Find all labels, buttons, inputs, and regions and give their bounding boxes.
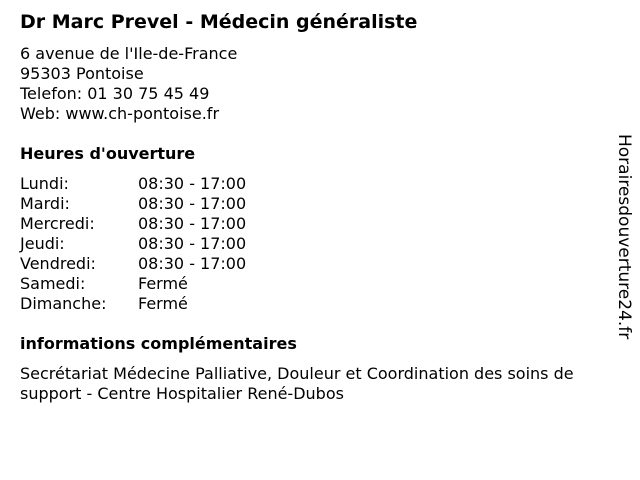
address-street: 6 avenue de l'Ile-de-France: [20, 44, 238, 63]
hours-value: 08:30 - 17:00: [138, 234, 247, 253]
hours-value: 08:30 - 17:00: [138, 174, 247, 193]
day-label: Dimanche:: [20, 294, 107, 313]
contact-block: [20, 44, 237, 124]
hours-value: Fermé: [138, 294, 188, 313]
additional-info-text: Secrétariat Médecine Palliative, Douleur et Coordination des soins de support - Centre Hospitalier René-Dubos: [20, 364, 574, 403]
day-label: Mercredi:: [20, 214, 95, 233]
hours-row-wednesday: [20, 214, 320, 234]
hours-row-friday: [20, 254, 320, 274]
site-watermark: Horairesdouverture24.fr: [614, 134, 634, 340]
page-title: Dr Marc Prevel - Médecin généraliste: [20, 11, 418, 33]
hours-row-saturday: [20, 274, 320, 294]
hours-row-thursday: [20, 234, 320, 254]
day-label: Vendredi:: [20, 254, 96, 273]
website: Web: www.ch-pontoise.fr: [20, 104, 220, 123]
day-label: Mardi:: [20, 194, 70, 213]
additional-info-heading: informations complémentaires: [20, 334, 297, 353]
hours-row-sunday: [20, 294, 320, 314]
day-label: Jeudi:: [20, 234, 65, 253]
hours-value: 08:30 - 17:00: [138, 254, 247, 273]
day-label: Lundi:: [20, 174, 69, 193]
hours-row-monday: [20, 174, 320, 194]
hours-value: 08:30 - 17:00: [138, 194, 247, 213]
opening-hours-list: [20, 174, 320, 314]
day-label: Samedi:: [20, 274, 86, 293]
opening-hours-heading: Heures d'ouverture: [20, 144, 196, 163]
hours-value: Fermé: [138, 274, 188, 293]
phone-number: Telefon: 01 30 75 45 49: [20, 84, 210, 103]
hours-row-tuesday: [20, 194, 320, 214]
address-city: 95303 Pontoise: [20, 64, 144, 83]
hours-value: 08:30 - 17:00: [138, 214, 247, 233]
